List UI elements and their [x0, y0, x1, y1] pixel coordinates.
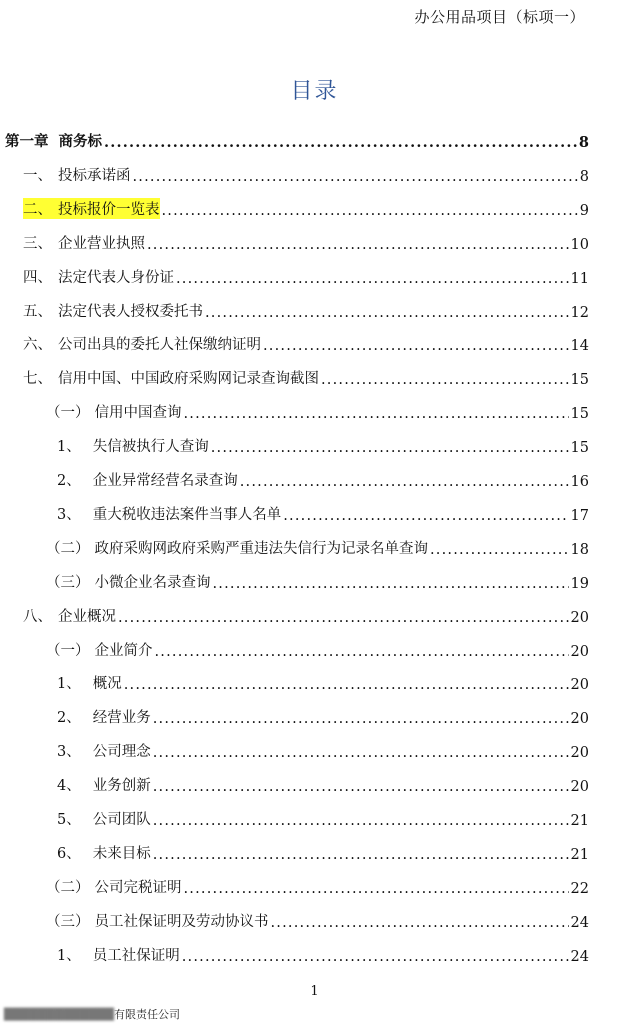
toc-entry-number: （二） — [46, 540, 90, 557]
toc-entry-text: 员工社保证明及劳动协议书 — [94, 913, 269, 930]
toc-entry-text: 法定代表人授权委托书 — [58, 303, 203, 320]
toc-entry-number: 2、 — [57, 710, 81, 727]
toc-leader-dots — [147, 237, 569, 253]
toc-entry[interactable] — [23, 330, 589, 354]
page-header: 办公用品项目（标项一） — [414, 8, 585, 26]
toc-entry[interactable] — [57, 466, 589, 490]
toc-leader-dots — [153, 813, 569, 829]
toc-entry-page: 20 — [570, 711, 589, 728]
toc-entry[interactable] — [46, 568, 589, 592]
toc-entry-page: 19 — [570, 575, 589, 592]
toc-entry-text: 公司理念 — [92, 744, 151, 761]
toc-entry-number: 四、 — [23, 269, 52, 286]
toc-entry[interactable] — [46, 907, 589, 931]
toc-leader-dots — [153, 847, 569, 863]
toc-entry-text: 企业异常经营名录查询 — [92, 473, 238, 489]
toc-entry-text: 未来目标 — [92, 845, 151, 862]
toc-entry-page: 18 — [570, 541, 589, 558]
toc-entry-number: 1、 — [57, 439, 81, 456]
toc-entry[interactable] — [57, 500, 589, 524]
toc-entry-number: （二） — [46, 879, 90, 896]
toc-entry-number: （一） — [46, 642, 90, 659]
toc-leader-dots — [133, 169, 578, 185]
toc-leader-dots — [430, 542, 569, 558]
toc-entry-number: 七、 — [23, 371, 52, 388]
toc-entry-page: 8 — [579, 168, 589, 185]
toc-entry[interactable] — [46, 398, 589, 422]
toc-entry[interactable] — [5, 127, 589, 151]
toc-entry-page: 14 — [570, 338, 589, 355]
page-number: 1 — [310, 984, 319, 999]
toc-entry-page: 8 — [578, 134, 589, 151]
toc-entry-text: 公司完税证明 — [94, 879, 182, 896]
toc-entry-number: 3、 — [57, 506, 81, 523]
toc-entry-page: 10 — [570, 236, 589, 253]
toc-entry-page: 17 — [570, 507, 589, 524]
toc-entry-text: 企业简介 — [94, 642, 153, 659]
toc-entry-number: 5、 — [57, 812, 81, 828]
toc-entry-text: 员工社保证明 — [92, 947, 180, 964]
toc-entry-number: 6、 — [57, 845, 81, 862]
toc-entry[interactable] — [23, 263, 589, 287]
toc-entry-page: 22 — [570, 880, 589, 897]
toc-entry[interactable] — [57, 737, 589, 761]
toc-leader-dots — [153, 779, 569, 795]
toc-entry[interactable] — [46, 873, 589, 897]
toc-entry[interactable] — [46, 534, 589, 558]
toc-entry-number: （一） — [46, 405, 90, 422]
toc-leader-dots — [124, 677, 569, 693]
toc-entry[interactable] — [57, 432, 589, 456]
toc-title: 目录 — [290, 79, 339, 104]
toc-entry-text: 投标承诺函 — [58, 167, 131, 184]
toc-entry[interactable] — [23, 161, 589, 185]
redacted-company-name: █████████████ — [4, 1008, 114, 1021]
toc-leader-dots — [176, 271, 569, 287]
toc-entry-page: 21 — [570, 846, 589, 863]
toc-entry-page: 15 — [570, 372, 589, 389]
toc-entry-page: 15 — [570, 406, 589, 423]
toc-entry[interactable] — [23, 229, 589, 253]
toc-entry-page: 11 — [570, 270, 589, 287]
toc-entry-number: 3、 — [57, 744, 81, 761]
toc-leader-dots — [118, 610, 569, 626]
toc-entry-number: 三、 — [23, 235, 52, 252]
toc-entry-page: 20 — [570, 677, 589, 694]
toc-leader-dots — [153, 745, 569, 761]
toc-entry[interactable] — [57, 669, 589, 693]
toc-entry-text: 概况 — [92, 676, 122, 693]
toc-leader-dots — [155, 644, 569, 660]
toc-entry[interactable] — [23, 364, 589, 388]
toc-leader-dots — [153, 711, 569, 727]
toc-entry-page: 20 — [570, 745, 589, 762]
toc-entry[interactable] — [46, 636, 589, 660]
toc-entry-number: 五、 — [23, 303, 52, 320]
toc-entry-number: （三） — [46, 574, 90, 591]
toc-entry-page: 21 — [570, 813, 589, 829]
toc-leader-dots — [321, 372, 569, 388]
toc-entry-text: 信用中国查询 — [94, 405, 182, 422]
toc-entry-text: 公司出具的委托人社保缴纳证明 — [58, 337, 261, 354]
toc-leader-dots — [283, 508, 568, 524]
toc-entry-text: 信用中国、中国政府采购网记录查询截图 — [58, 371, 319, 388]
toc-entry[interactable] — [57, 805, 589, 829]
toc-entry-page: 20 — [570, 779, 589, 796]
toc-entry-number: 1、 — [57, 676, 81, 693]
toc-entry-number: 二、 — [23, 201, 52, 218]
toc-entry[interactable] — [23, 602, 589, 626]
toc-entry[interactable] — [23, 195, 589, 219]
toc-entry-text: 投标报价一览表 — [58, 201, 160, 218]
toc-entry-page: 20 — [570, 643, 589, 660]
toc-leader-dots — [162, 203, 578, 219]
toc-entry-text: 公司团队 — [92, 812, 151, 828]
toc-leader-dots — [182, 949, 569, 965]
toc-entry-page: 16 — [570, 474, 589, 490]
toc-leader-dots — [211, 440, 569, 456]
company-suffix: 有限责任公司 — [113, 1008, 180, 1021]
toc-leader-dots — [240, 474, 569, 490]
toc-entry[interactable] — [23, 297, 589, 321]
toc-leader-dots — [271, 915, 569, 931]
toc-entry-page: 9 — [579, 202, 589, 219]
toc-entry-page: 24 — [570, 948, 589, 965]
toc-entry-number: 一、 — [23, 167, 52, 184]
toc-entry-text: 小微企业名录查询 — [94, 574, 211, 591]
toc-entry-text: 重大税收违法案件当事人名单 — [92, 506, 282, 523]
toc-entry-page: 20 — [570, 609, 589, 626]
toc-entry-number: 2、 — [57, 473, 81, 489]
toc-entry[interactable] — [57, 703, 589, 727]
toc-leader-dots — [213, 576, 569, 592]
footer-company-name — [4, 1006, 180, 1022]
toc-entry-text: 法定代表人身份证 — [58, 269, 174, 286]
toc-entry-text: 业务创新 — [92, 778, 151, 795]
toc-entry-page: 15 — [570, 440, 589, 457]
toc-leader-dots — [104, 134, 577, 151]
toc-entry-number: 六、 — [23, 337, 52, 354]
toc-entry-text: 企业概况 — [58, 608, 116, 625]
toc-entry[interactable] — [57, 771, 589, 795]
toc-entry-text: 经营业务 — [92, 710, 151, 727]
toc-entry[interactable] — [57, 941, 589, 965]
toc-entry-number: （三） — [46, 913, 90, 930]
toc-entry-page: 12 — [570, 304, 589, 321]
toc-entry-text: 失信被执行人查询 — [92, 439, 209, 456]
toc-entry-highlight — [23, 198, 160, 219]
toc-leader-dots — [184, 881, 569, 897]
toc-entry-number: 1、 — [57, 947, 81, 964]
toc-entry-number: 4、 — [57, 778, 81, 795]
toc-leader-dots — [184, 406, 569, 422]
toc-entry[interactable] — [57, 839, 589, 863]
toc-entry-text: 商务标 — [58, 133, 102, 150]
toc-entry-page: 24 — [570, 914, 589, 931]
toc-entry-number: 八、 — [23, 608, 52, 625]
toc-entry-text: 企业营业执照 — [58, 235, 145, 252]
toc-leader-dots — [205, 305, 569, 321]
toc-entry-text: 政府采购网政府采购严重违法失信行为记录名单查询 — [94, 540, 428, 557]
toc-leader-dots — [263, 338, 569, 354]
toc-entry-number: 第一章 — [5, 133, 49, 150]
